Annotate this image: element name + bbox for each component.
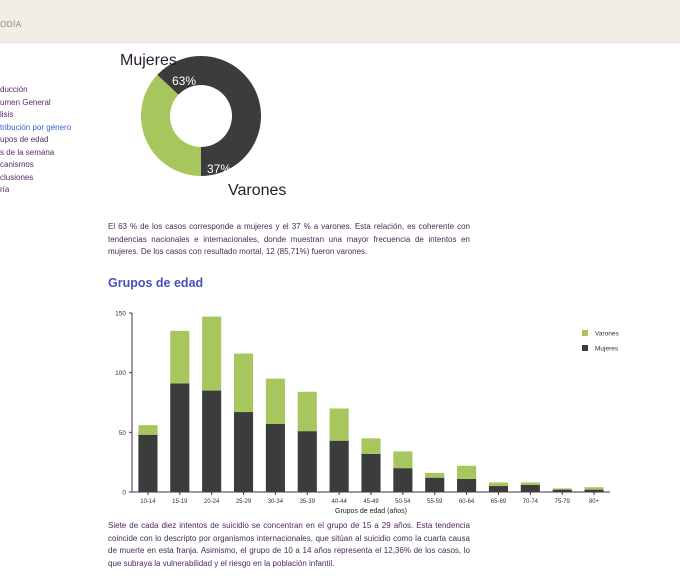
x-tick-label: 40-44 bbox=[331, 499, 347, 505]
x-axis-title: Grupos de edad (años) bbox=[335, 508, 407, 515]
legend-swatch-mujeres bbox=[582, 345, 588, 351]
section-title-age-groups: Grupos de edad bbox=[108, 276, 204, 290]
bar-mujeres-50-54 bbox=[393, 468, 412, 492]
bar-mujeres-40-44 bbox=[330, 441, 349, 492]
x-tick-label: 35-39 bbox=[299, 499, 315, 505]
bar-varones-10-14 bbox=[138, 425, 157, 435]
bar-varones-65-69 bbox=[489, 482, 508, 486]
sidebar-item-5[interactable]: s de la semana bbox=[0, 147, 55, 157]
donut-label-varones: Varones bbox=[228, 182, 287, 199]
y-tick-label: 150 bbox=[115, 310, 126, 318]
bar-mujeres-20-24 bbox=[202, 391, 221, 492]
x-tick-label: 10-14 bbox=[140, 499, 156, 505]
sidebar-nav bbox=[0, 84, 100, 197]
bar-varones-60-64 bbox=[457, 466, 476, 479]
bar-mujeres-80+ bbox=[585, 490, 604, 492]
bar-varones-50-54 bbox=[393, 451, 412, 468]
sidebar-item-6[interactable]: canismos bbox=[0, 160, 34, 169]
age-paragraph: Siete de cada diez intentos de suicidio se concentran en el grupo de 15 a 29 años. Esta tendencia coincide con lo descripto por organismos internacionales, que sitúan al suicidio como la cuarta causa de muerte en esta franja. Asimismo, el grupo de 10 a 14 años representa el 12,36% de los casos, lo que subraya la vulnerabilidad y el riesgo en la población infantil. bbox=[108, 521, 470, 568]
bar-mujeres-35-39 bbox=[298, 431, 317, 492]
x-tick-label: 25-29 bbox=[235, 499, 252, 505]
top-header-bar bbox=[0, 0, 680, 43]
x-tick-label: 30-34 bbox=[267, 499, 284, 505]
bar-varones-45-49 bbox=[361, 438, 380, 454]
gender-paragraph: El 63 % de los casos corresponde a mujeres y el 37 % a varones. Esta relación, es coherente con tendencias nacionales e internacionales, donde muestran una mayor frecuencia de intentos en mujeres. De los casos con resultado mortal, 12 (85,71%) fueron varones. bbox=[108, 222, 470, 256]
sidebar-item-0[interactable]: ducción bbox=[0, 85, 28, 94]
x-tick-label: 45-49 bbox=[363, 499, 379, 505]
gender-donut-chart bbox=[100, 48, 300, 208]
x-tick-label: 65-69 bbox=[490, 499, 507, 505]
sidebar-item-4[interactable]: upos de edad bbox=[0, 135, 49, 144]
bar-mujeres-15-19 bbox=[170, 383, 189, 492]
sidebar-item-3[interactable]: tribución por género bbox=[0, 122, 72, 132]
bar-varones-40-44 bbox=[330, 408, 349, 440]
legend-label-varones: Varones bbox=[595, 330, 619, 338]
sidebar-item-8[interactable]: ría bbox=[0, 185, 10, 194]
x-tick-label: 75-79 bbox=[554, 499, 570, 505]
donut-value-varones: 37% bbox=[207, 162, 232, 176]
age-group-bar-chart bbox=[100, 300, 640, 515]
bar-varones-25-29 bbox=[234, 354, 253, 412]
x-tick-label: 20-24 bbox=[203, 499, 220, 505]
y-tick-label: 0 bbox=[122, 489, 126, 497]
bar-varones-75-79 bbox=[553, 488, 572, 489]
donut-slice-varones bbox=[141, 75, 201, 176]
x-tick-label: 60-64 bbox=[458, 499, 475, 505]
bar-mujeres-25-29 bbox=[234, 412, 253, 492]
sidebar-item-2[interactable]: lisis bbox=[0, 110, 14, 119]
bar-mujeres-10-14 bbox=[138, 435, 157, 492]
bar-mujeres-55-59 bbox=[425, 478, 444, 492]
bar-varones-20-24 bbox=[202, 317, 221, 391]
legend-label-mujeres: Mujeres bbox=[595, 345, 619, 353]
bar-mujeres-70-74 bbox=[521, 485, 540, 492]
sidebar-item-1[interactable]: umen General bbox=[0, 97, 51, 107]
x-tick-label: 80+ bbox=[588, 499, 600, 505]
bar-mujeres-60-64 bbox=[457, 479, 476, 492]
x-tick-label: 70-74 bbox=[522, 499, 539, 505]
bar-varones-80+ bbox=[585, 487, 604, 489]
legend-swatch-varones bbox=[582, 330, 588, 336]
bar-varones-55-59 bbox=[425, 473, 444, 478]
bar-mujeres-30-34 bbox=[266, 424, 285, 492]
x-tick-label: 15-19 bbox=[172, 499, 188, 505]
y-tick-label: 100 bbox=[115, 370, 126, 378]
sidebar-item-7[interactable]: clusiones bbox=[0, 172, 34, 182]
bar-mujeres-75-79 bbox=[553, 490, 572, 492]
bar-mujeres-65-69 bbox=[489, 486, 508, 492]
bar-varones-70-74 bbox=[521, 482, 540, 484]
bar-varones-35-39 bbox=[298, 392, 317, 431]
bar-mujeres-45-49 bbox=[361, 454, 380, 492]
donut-label-mujeres: Mujeres bbox=[120, 52, 177, 69]
donut-value-mujeres: 63% bbox=[172, 74, 197, 88]
x-tick-label: 50-54 bbox=[395, 499, 411, 505]
site-logo[interactable]: ODÍA bbox=[0, 20, 22, 29]
bar-varones-15-19 bbox=[170, 331, 189, 384]
x-tick-label: 55-59 bbox=[427, 499, 443, 505]
y-tick-label: 50 bbox=[118, 429, 126, 437]
bar-varones-30-34 bbox=[266, 379, 285, 424]
